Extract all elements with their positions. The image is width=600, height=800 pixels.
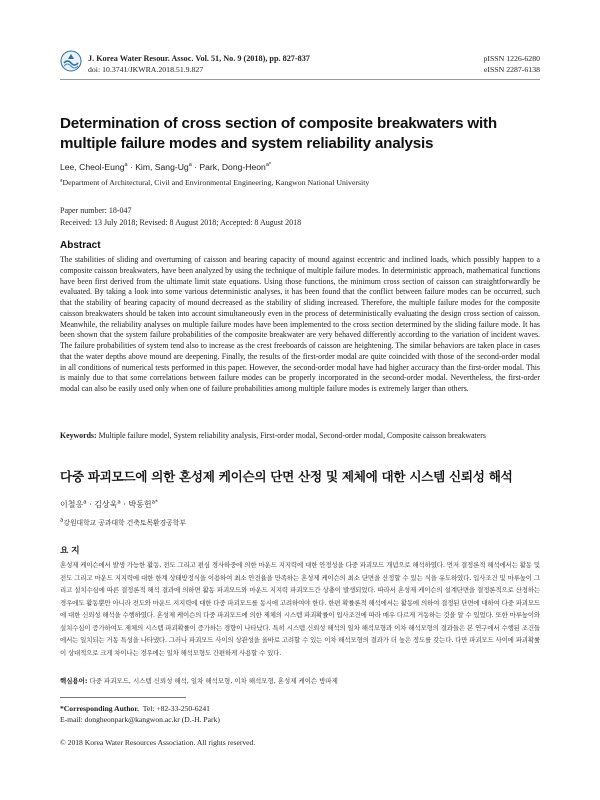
korean-author-name: 이철응 bbox=[60, 500, 84, 509]
paper-dates bbox=[60, 205, 301, 228]
corr-tel: Tel: +82-33-250-6241 bbox=[142, 704, 210, 713]
header-divider bbox=[60, 79, 540, 80]
keywords bbox=[60, 431, 540, 440]
author-list: Lee, Cheol-Eung$^a$ · Kim, Sang-$Ug^a$ · Park, Dong-Heon$^{a*}$ bbox=[60, 162, 272, 172]
corr-label: *Corresponding Author. bbox=[60, 704, 139, 713]
korean-keywords bbox=[60, 676, 540, 685]
copyright-notice: © 2018 Korea Water Resources Association. All rights reserved. bbox=[60, 738, 256, 747]
corr-email[interactable]: E-mail: dongheonpark@kangwon.ac.kr (D.-H. Park) bbox=[60, 714, 220, 724]
corresponding-author bbox=[60, 704, 220, 725]
korean-abstract-body: 혼성제 케이슨에서 발생 가능한 활동, 전도 그리고 편심 경사하중에 의한 마운드 지지력에 대한 안정성을 다중 파괴모드 개념으로 해석하였다. 먼저 결정론적 해석에서는 활동 및 전도 그리고 마운드 지지력에 대한 한계 상태방정식을 이용하여 최소 안전율을 만족하는 혼성제 케이슨의 최소 단면을 산정할 수 있는 식을 유도하였다. 입사조건 및 마루높이 그리고 설치수심에 따른 결정론적 해석 결과에 의하면 활동 파괴모드와 마운드 지지력 파괴모드간 상충이 발생되었다. 따라서 혼성제 케이슨의 설계단면을 결정론적으로 산정하는 경우에도 활동뿐만 아니라 전도와 마운드 지지력에 대한 다중 파괴모드를 동시에 고려하여야 한다. 한편 확률론적 해석에서는 활동에 의하여 결정된 단면에 대하여 다중 파괴모드에 대한 신뢰성 해석을 수행하였다. 혼성제 케이슨의 다중 파괴모드에 의한 제체의 시스템 파괴확률이 입사조건에 따라 매우 다르게 거동하는 것을 알 수 있었다. 또한 마루높이와 설치수심이 증가하여도 제체의 시스템 파괴확률이 증가하는 경향이 나타났다. 특히 시스템 신뢰성 해석의 일차 해석모형과 이차 해석모형의 결과들은 본 연구에서 수행된 조건들에서는 일치되는 거동 특성을 나타냈다. 그러나 파괴모드 사이의 상관성을 올바로 고려할 수 있는 이차 해석모형의 결과가 더 높은 정도를 갖는다. 다만 파괴모드 사이에 파괴확률이 상대적으로 크게 차이나는 경우에는 일차 해석모형도 간편하게 사용할 수 있다. bbox=[60, 561, 540, 657]
affiliation: $^a$Department of Architectural, Civil and Environmental Engineering, Kangwon National University bbox=[60, 177, 370, 187]
korean-abstract-heading: 요 지 bbox=[60, 546, 80, 556]
issn-block bbox=[483, 53, 540, 75]
abstract-heading: Abstract bbox=[60, 240, 101, 251]
history-dates: Received: 13 July 2018; Revised: 8 August 2018; Accepted: 8 August 2018 bbox=[60, 217, 302, 227]
author-sup: a* bbox=[265, 162, 272, 169]
author-name: Park, Dong-Heon bbox=[199, 162, 266, 172]
korean-keywords-label: 핵심용어: bbox=[60, 677, 88, 685]
keywords-label: Keywords: bbox=[60, 431, 97, 440]
author-sup: a bbox=[124, 162, 128, 169]
page-header bbox=[0, 0, 600, 120]
pissn-text: pISSN 1226-6280 bbox=[483, 54, 540, 63]
paper-number: Paper number: 18-047 bbox=[60, 206, 132, 215]
korean-author-name: 김상욱 bbox=[94, 500, 118, 509]
paper-title: Determination of cross section of composite breakwaters with multiple failure modes and system reliability analysis bbox=[60, 115, 497, 152]
abstract-body: The stabilities of sliding and overturning of caisson and bearing capacity of mound against eccentric and inclined loads, which possibly happen to a composite caisson breakwaters, have been analyzed by using the technique of multiple failure modes. In deterministic approach, mathematical functions have been first derived from the ultimate limit state equations. Using those functions, the minimum cross section of caisson can straightforwardly be evaluated. By taking a look into some various deterministic analyses, it has been found that the conflict between failure modes can be occurred, such that the stability of bearing capacity of mound decreased as the stability of sliding increased. Therefore, the multiple failure modes for the composite caisson breakwaters should be taken into account simultaneously even in the process of deterministically evaluating the design cross section of caisson. Meanwhile, the reliability analyses on multiple failure modes have been implemented to the cross section determined by the sliding failure mode. It has been shown that the system failure probabilities of the composite breakwater are very behaved differently according to the variation of incident waves. The failure probabilities of system tend also to increase as the crest freeboards of caisson are heightening. The similar behaviors are taken place in cases that the water depths above mound are deepening. Finally, the results of the first-order modal are quite coincided with those of the second-order modal in all conditions of numerical tests performed in this paper. However, the second-order modal have had higher accuracy than the first-order modal. This is mainly due to that some correlations between failure modes can be properly incorporated in the second-order modal. Nevertheless, the first-order modal can also be easily used only when one of failure probabilities among multiple failure modes is extremely larger than others. bbox=[60, 255, 540, 393]
korean-keywords-text: 다중 파괴모드, 시스템 신뢰성 해석, 일차 해석모형, 이차 해석모형, 혼성제 케이슨 방파제 bbox=[89, 677, 338, 685]
doi-text[interactable]: doi: 10.3741/JKWRA.2018.51.9.827 bbox=[88, 65, 204, 74]
eissn-text: eISSN 2287-6138 bbox=[483, 65, 540, 74]
author-sup: a bbox=[188, 162, 192, 169]
author-name: Kim, Sang-Ug bbox=[135, 162, 189, 172]
author-name: Lee, Cheol-Eung bbox=[60, 162, 125, 172]
korean-author-name: 박동헌 bbox=[128, 500, 152, 509]
journal-info bbox=[88, 53, 310, 75]
korean-author-list: 이철응$^a$ · 김상욱$^a$ · 박동헌$^{a*}$ bbox=[60, 499, 158, 509]
keywords-text: Multiple failure model, System reliability analysis, First-order modal, Second-order modal, Composite caisson breakwaters bbox=[98, 431, 486, 440]
journal-citation: J. Korea Water Resour. Assoc. Vol. 51, No. 9 (2018), pp. 827-837 bbox=[88, 54, 310, 63]
korean-title: 다중 파괴모드에 의한 혼성제 케이슨의 단면 산정 및 제체에 대한 시스템 신뢰성 해석 bbox=[60, 469, 513, 484]
footnote-divider bbox=[60, 697, 186, 698]
journal-logo-icon bbox=[60, 50, 82, 72]
korean-affiliation: $^a$강원대학교 공과대학 건축토목환경공학부 bbox=[60, 517, 186, 527]
